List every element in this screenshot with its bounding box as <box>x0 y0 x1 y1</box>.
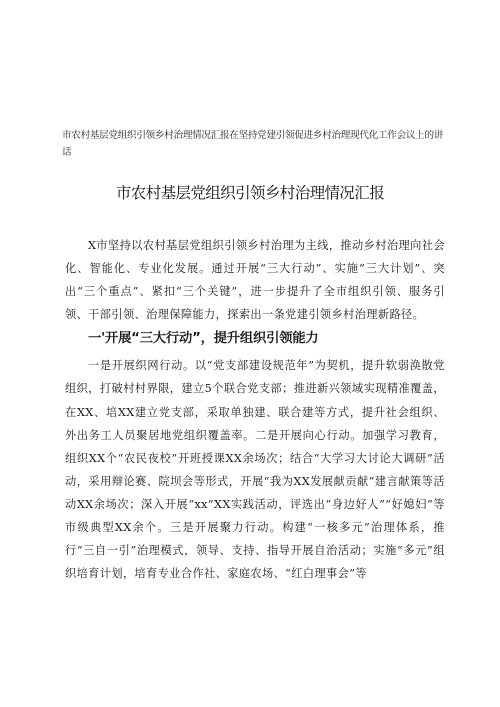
section-paragraph: 一是开展织网行动。以“党支部建设规范年”为契机，提升软弱涣散党组织，打破村村界限，建立5个联合党支部；推进新兴领域实现精准覆盖，在XX、培XX建立党支部，采取单独建、联合建等方式，提升社会组织、外出务工人员聚居地党组织覆盖率。二是开展向心行动。加强学习教育，组织XX个“农民夜校”开班授课XX余场次；结合“大学习大讨论大调研”活动，采用辩论赛、院坝会等形式，开展“我为XX发展献贡献”建言献策等活动XX余场次；深入开展“xx”XX实践活动，评选出“身边好人”“好媳妇”等市级典型XX余个。三是开展聚力行动。构建“一核多元”治理体系，推行“三自一引”治理模式，领导、支持、指导开展自治活动；实施“多元”组织培育计划，培育专业合作社、家庭农场、“红白理事会”等 <box>65 359 445 581</box>
running-header: 市农村基层党组织引领乡村治理情况汇报在坚持党建引领促进乡村治理现代化工作会议上的讲话 <box>62 130 444 158</box>
section-heading: 一'开展“三大行动”，提升组织引领能力 <box>88 331 319 347</box>
page-title: 市农村基层党组织引领乡村治理情况汇报 <box>115 184 385 202</box>
intro-paragraph: X市坚持以农村基层党组织引领乡村治理为主线，推动乡村治理向社会化、智能化、专业化发展。通过开展“三大行动”、实施“三大计划”、突出“三个重点”、紧扣“三个关键”，进一步提升了全市组织引领、服务引领、干部引领、治理保障能力，探索出一条党建引领乡村治理新路径。 <box>65 239 445 322</box>
document-body <box>65 234 445 585</box>
